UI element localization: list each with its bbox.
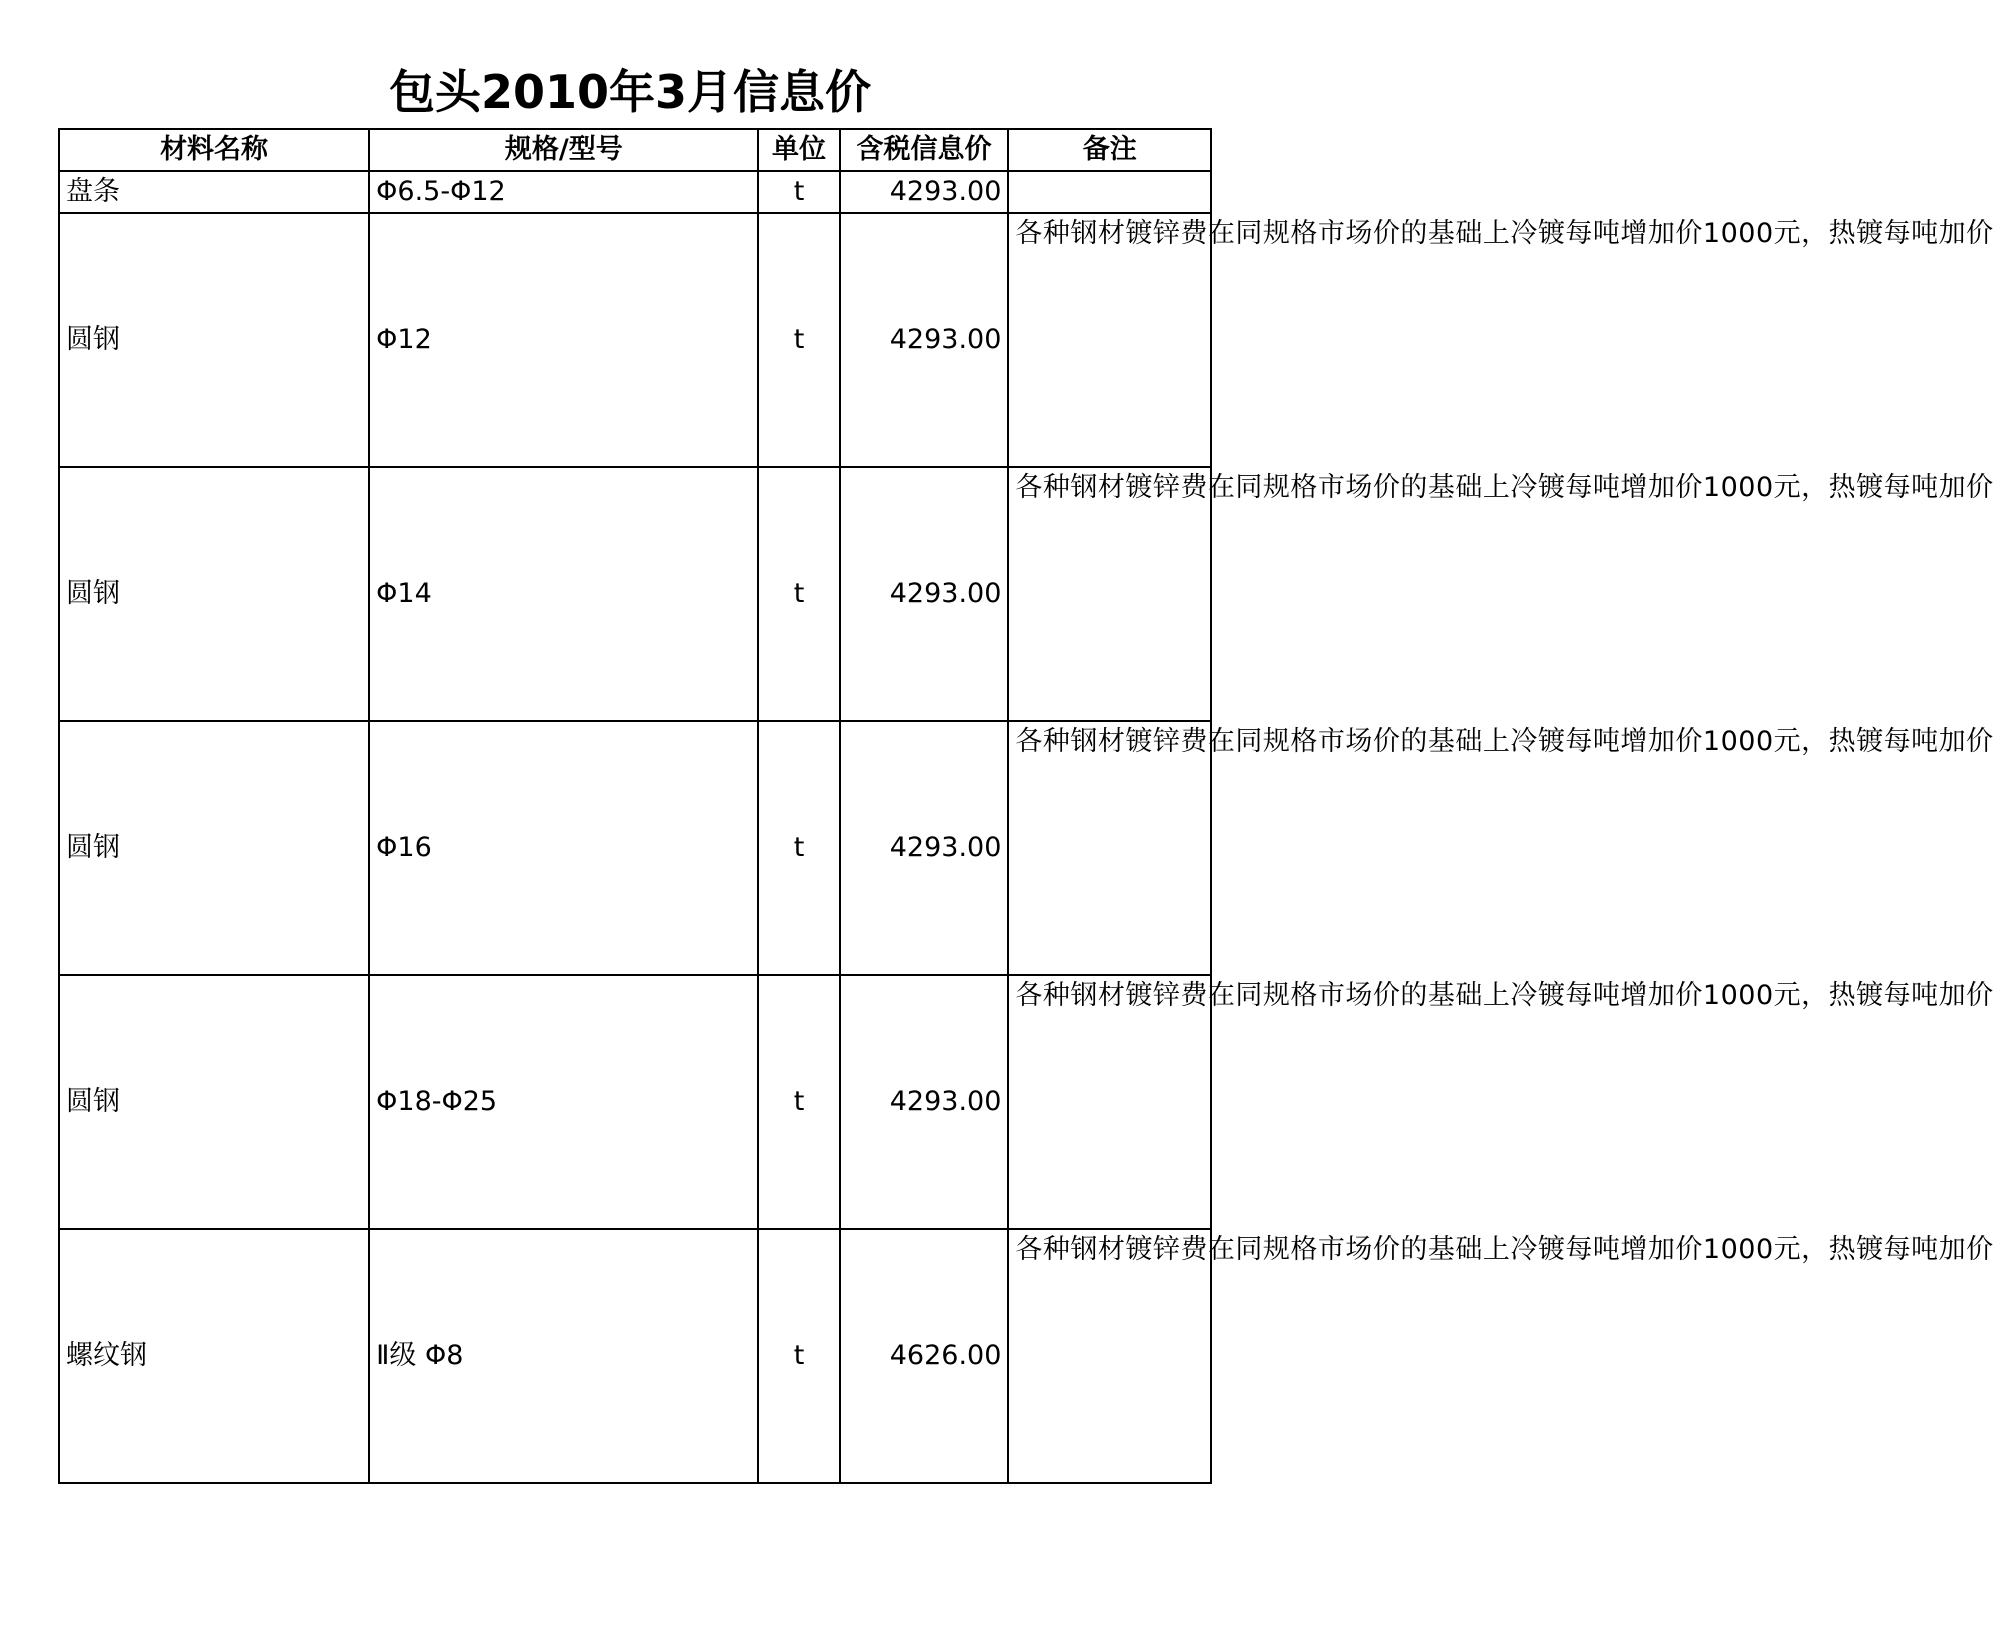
table-row (59, 171, 1211, 213)
price-cell: 4293.00 (840, 721, 1009, 975)
column-header-note: 备注 (1008, 129, 1211, 171)
table-row (59, 213, 1211, 467)
price-cell: 4293.00 (840, 975, 1009, 1229)
column-header-name: 材料名称 (59, 129, 369, 171)
table-row (59, 1229, 1211, 1483)
spec-cell: Φ14 (369, 467, 758, 721)
column-header-price: 含税信息价 (840, 129, 1009, 171)
table-row (59, 975, 1211, 1229)
spec-cell: Φ12 (369, 213, 758, 467)
spec-cell: Ⅱ级 Φ8 (369, 1229, 758, 1483)
unit-cell: t (758, 721, 839, 975)
material-name-cell: 圆钢 (59, 467, 369, 721)
price-table (58, 128, 1994, 1484)
unit-cell: t (758, 171, 839, 213)
spec-cell: Φ6.5-Φ12 (369, 171, 758, 213)
note-cell: 各种钢材镀锌费在同规格市场价的基础上冷镀每吨增加价1000元，热镀每吨加价 (1008, 721, 1211, 975)
note-cell: 各种钢材镀锌费在同规格市场价的基础上冷镀每吨增加价1000元，热镀每吨加价 (1008, 213, 1211, 467)
table-header-row (59, 129, 1211, 171)
price-cell: 4293.00 (840, 213, 1009, 467)
note-cell (1008, 171, 1211, 213)
material-name-cell: 圆钢 (59, 975, 369, 1229)
material-name-cell: 圆钢 (59, 213, 369, 467)
table-row (59, 721, 1211, 975)
column-header-unit: 单位 (758, 129, 839, 171)
unit-cell: t (758, 1229, 839, 1483)
material-name-cell: 盘条 (59, 171, 369, 213)
note-cell: 各种钢材镀锌费在同规格市场价的基础上冷镀每吨增加价1000元，热镀每吨加价 (1008, 467, 1211, 721)
unit-cell: t (758, 975, 839, 1229)
unit-cell: t (758, 467, 839, 721)
spec-cell: Φ16 (369, 721, 758, 975)
unit-cell: t (758, 213, 839, 467)
material-name-cell: 螺纹钢 (59, 1229, 369, 1483)
price-cell: 4293.00 (840, 467, 1009, 721)
table-row (59, 467, 1211, 721)
note-cell: 各种钢材镀锌费在同规格市场价的基础上冷镀每吨增加价1000元，热镀每吨加价 (1008, 975, 1211, 1229)
spec-cell: Φ18-Φ25 (369, 975, 758, 1229)
price-cell: 4293.00 (840, 171, 1009, 213)
material-name-cell: 圆钢 (59, 721, 369, 975)
note-cell: 各种钢材镀锌费在同规格市场价的基础上冷镀每吨增加价1000元，热镀每吨加价 (1008, 1229, 1211, 1483)
column-header-spec: 规格/型号 (369, 129, 758, 171)
page-title: 包头2010年3月信息价 (388, 65, 872, 119)
price-cell: 4626.00 (840, 1229, 1009, 1483)
